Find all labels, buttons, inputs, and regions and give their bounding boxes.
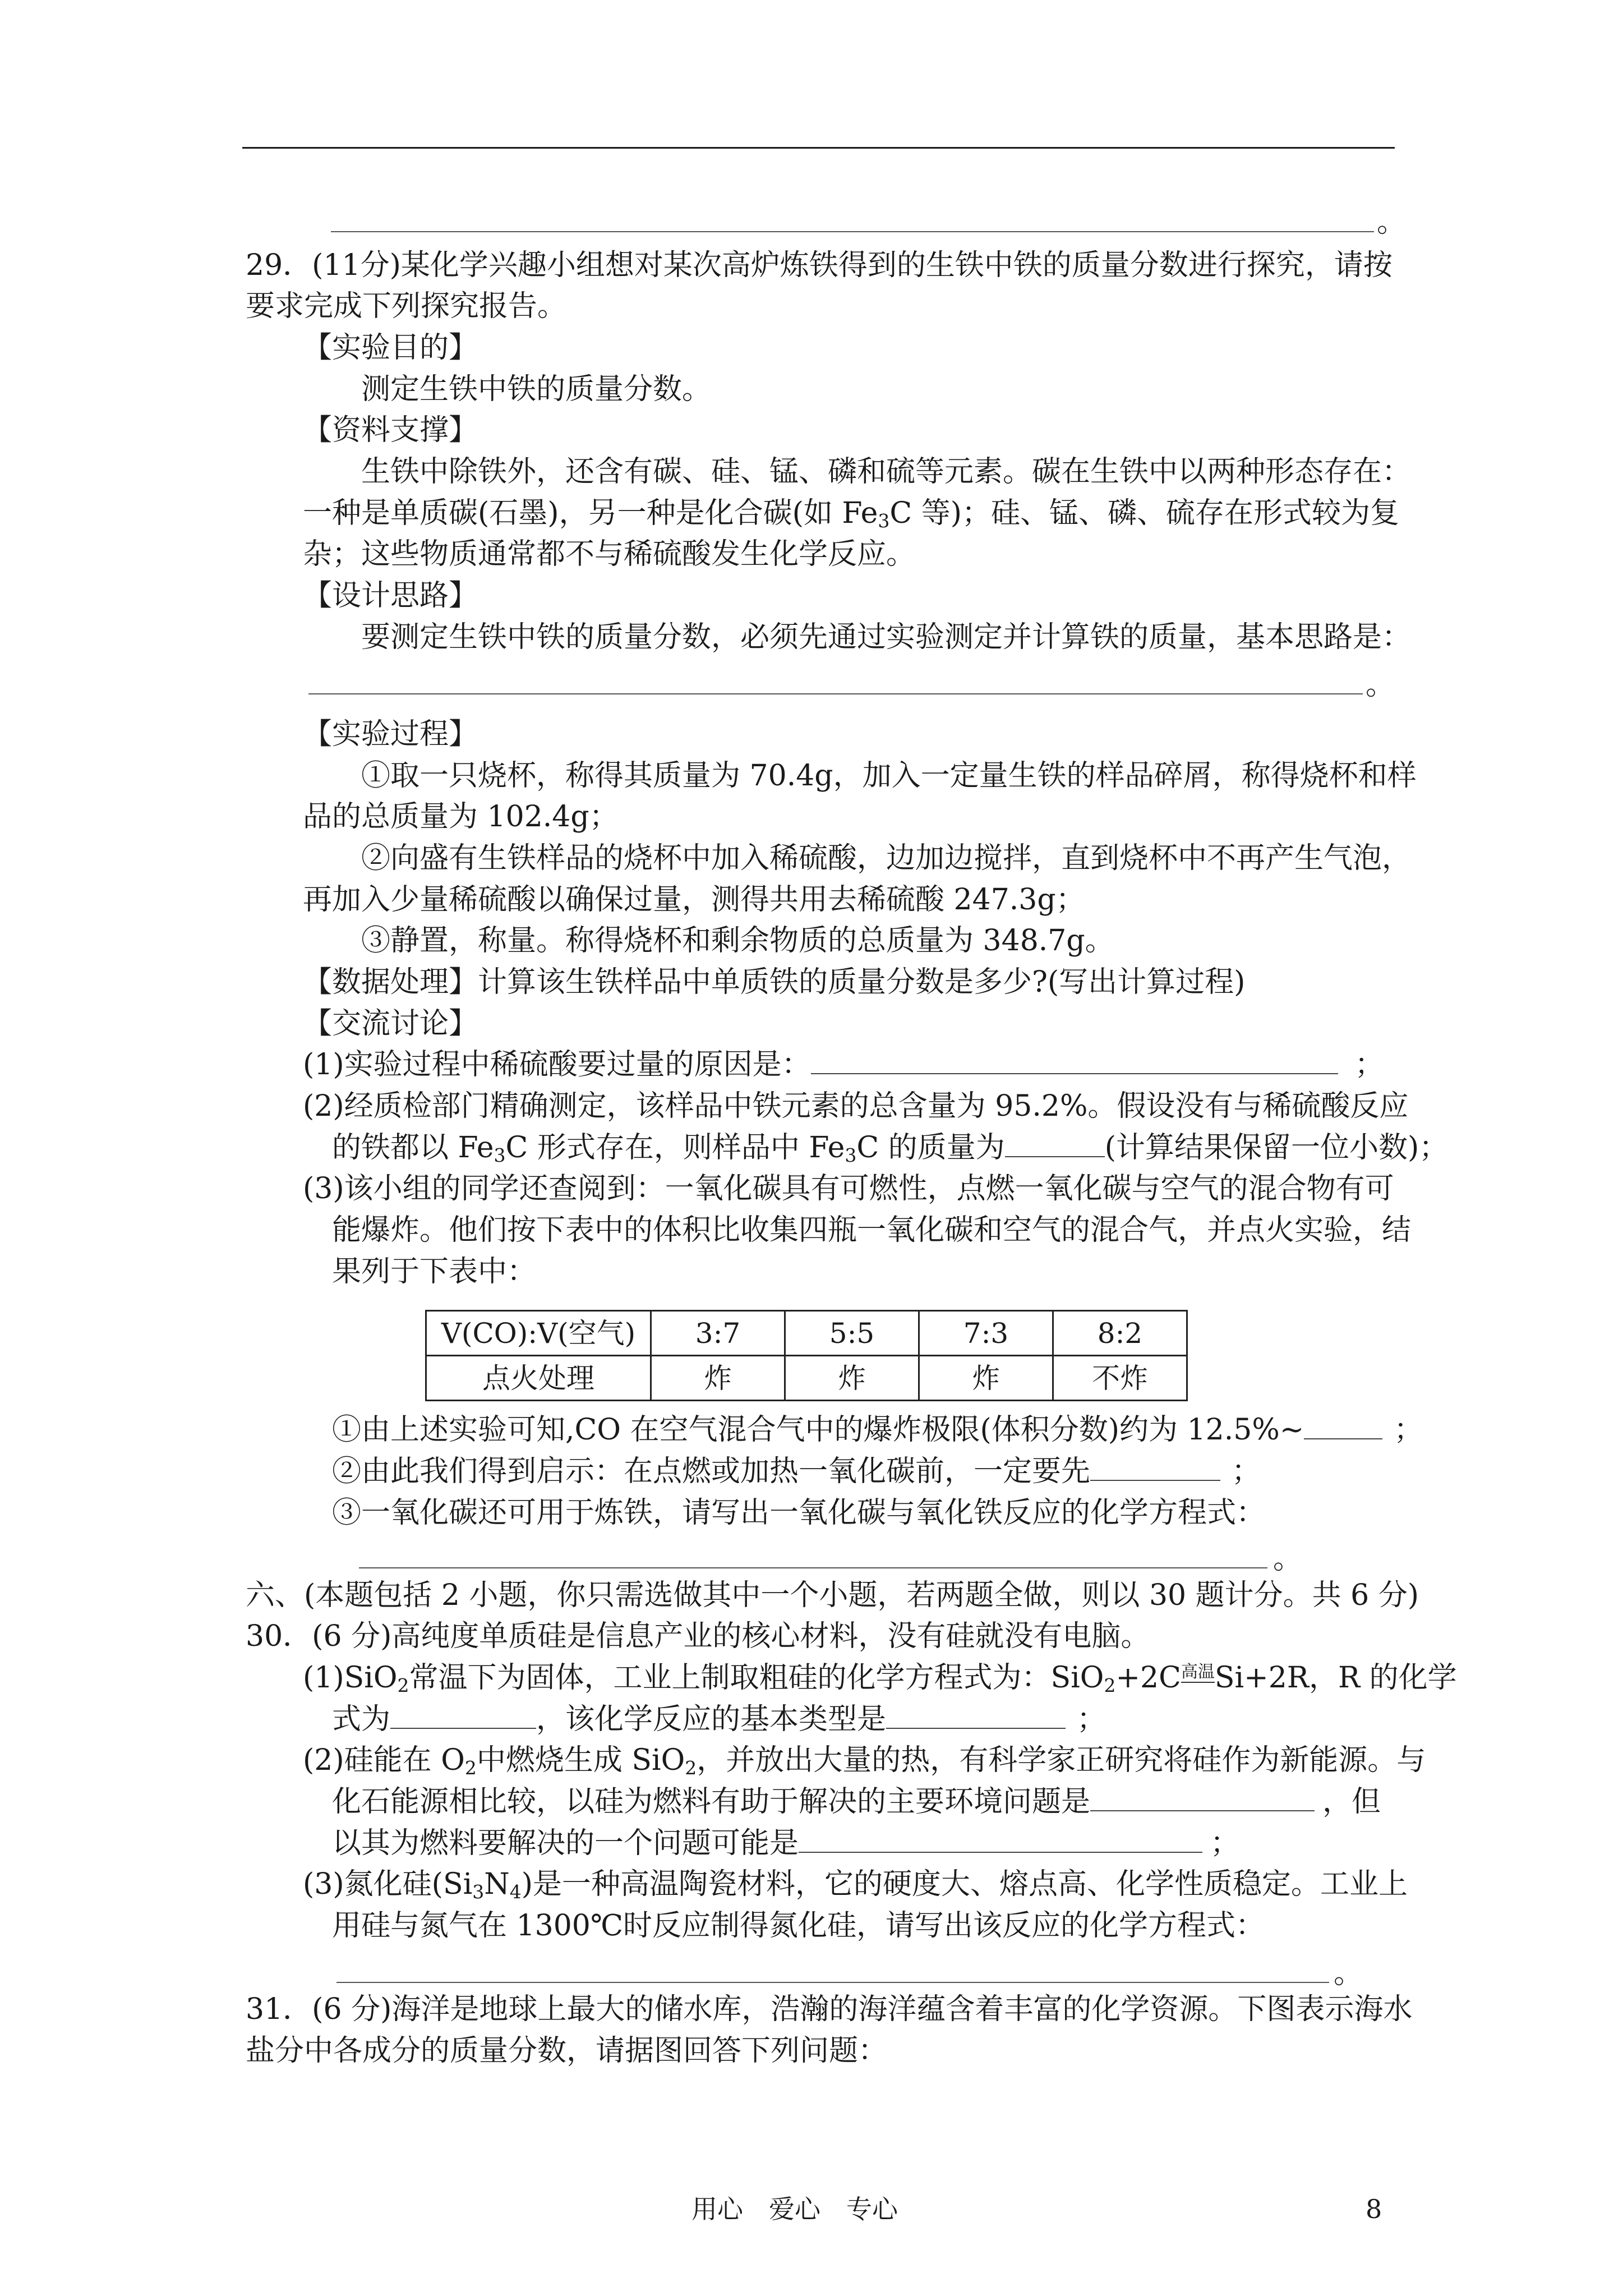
equation-answer-line[interactable] [359,1567,1267,1568]
section-6-heading: 六、(本题包括 2 小题，你只需选做其中一个小题，若两题全做，则以 30 题计分。共 6 分) [246,1579,1419,1612]
support-text-3: 杂；这些物质通常都不与稀硫酸发生化学反应。 [303,537,916,571]
table-cell: 炸 [651,1356,785,1401]
si3n4-end-mark: 。 [1334,1957,1363,1990]
design-text: 要测定生铁中铁的质量分数，必须先通过实验测定并计算铁的质量，基本思路是： [361,620,1412,654]
problem-blank[interactable] [799,1851,1202,1853]
process-heading: 【实验过程】 [303,717,478,751]
footer-motto: 用心 爱心 专心 [691,2194,898,2224]
ignition-table [425,1310,1188,1401]
process-step-3: ③静置，称量。称得烧杯和剩余物质的总质量为 348.7g。 [361,924,1114,958]
q30-part2-line3: 以其为燃料要解决的一个问题可能是 ； [332,1826,1240,1860]
environment-issue-blank[interactable] [1090,1810,1315,1811]
support-text-1: 生铁中除铁外，还含有碳、硅、锰、磷和硫等元素。碳在生铁中以两种形态存在： [361,455,1412,489]
answer-line [331,231,1374,232]
q30-part1-line1: (1)SiO$_2$常温下为固体，工业上制取粗硅的化学方程式为：$SiO_2+2C^{高温}Si+2R$，R 的化学 [303,1661,1457,1696]
table-cell: V(CO):V(空气) [426,1311,651,1356]
q29-intro-line1: 29．(11分)某化学兴趣小组想对某次高炉炼铁得到的生铁中铁的质量分数进行探究，请按 [246,249,1393,282]
conclusion-2: ②由此我们得到启示：在点燃或加热一氧化碳前，一定要先 ； [332,1455,1261,1488]
data-processing: 【数据处理】计算该生铁样品中单质铁的质量分数是多少?(写出计算过程) [303,965,1246,999]
table-cell: 3:7 [651,1311,785,1356]
purpose-heading: 【实验目的】 [303,331,478,365]
q30-intro: 30．(6 分)高纯度单质硅是信息产业的核心材料，没有硅就没有电脑。 [246,1619,1150,1653]
table-cell: 不炸 [1053,1356,1187,1401]
discuss-heading: 【交流讨论】 [303,1007,478,1041]
fe3c-mass-blank[interactable] [1005,1156,1105,1157]
q30-part3-line1: (3)氮化硅$(Si_3N_4)$是一种高温陶瓷材料，它的硬度大、熔点高、化学性质稳定。工业上 [303,1867,1408,1903]
q29-intro-line2: 要求完成下列探究报告。 [246,289,567,323]
table-cell: 炸 [919,1356,1053,1401]
reaction-condition: 高温 [1181,1662,1215,1682]
table-cell: 5:5 [785,1311,919,1356]
design-answer-line[interactable] [308,693,1363,694]
process-step-1b: 品的总质量为 102.4g； [303,800,619,834]
process-step-2b: 再加入少量稀硫酸以确保过量，测得共用去稀硫酸 247.3g； [303,883,1085,917]
support-text-2: 一种是单质碳(石墨)，另一种是化合碳(如 $Fe_3C$ 等)；硅、锰、磷、硫存在形式较为复 [303,496,1400,532]
discuss-2a: (2)经质检部门精确测定，该样品中铁元素的总含量为 95.2%。假设没有与稀硫酸反应 [303,1089,1409,1123]
q30-part2-line2: 化石能源相比较，以硅为燃料有助于解决的主要环境问题是 ，但 [332,1785,1381,1819]
discuss-3a: (3)该小组的同学还查阅到：一氧化碳具有可燃性，点燃一氧化碳与空气的混合物有可 [303,1172,1394,1205]
table-cell: 8:2 [1053,1311,1187,1356]
q30-part1-line2: 式为 ，该化学反应的基本类型是 ； [332,1703,1106,1736]
discuss-1: (1)实验过程中稀硫酸要过量的原因是： ； [303,1048,1384,1082]
explosion-limit-blank[interactable] [1304,1438,1382,1439]
table-cell: 7:3 [919,1311,1053,1356]
process-step-2a: ②向盛有生铁样品的烧杯中加入稀硫酸，边加边搅拌，直到烧杯中不再产生气泡， [361,841,1412,875]
table-cell: 炸 [785,1356,919,1401]
header-rule [242,147,1395,149]
table-row [426,1356,1187,1401]
table-cell: 点火处理 [426,1356,651,1401]
equation-end-mark: 。 [1273,1542,1303,1576]
support-heading: 【资料支撑】 [303,413,478,447]
q31-intro-line1: 31．(6 分)海洋是地球上最大的储水库，浩瀚的海洋蕴含着丰富的化学资源。下图表示海水 [246,1993,1413,2026]
process-step-1a: ①取一只烧杯，称得其质量为 70.4g，加入一定量生铁的样品碎屑，称得烧杯和样 [361,759,1417,793]
q30-part3-line2: 用硅与氮气在 1300℃时反应制得氮化硅，请写出该反应的化学方程式： [332,1909,1265,1943]
page-number: 8 [1366,2194,1382,2224]
q31-intro-line2: 盐分中各成分的质量分数，请据图回答下列问题： [246,2034,888,2068]
table-row [426,1311,1187,1356]
discuss-3c: 果列于下表中： [332,1255,537,1289]
design-heading: 【设计思路】 [303,579,478,613]
discuss-1-blank[interactable] [811,1073,1338,1074]
si3n4-equation-line[interactable] [336,1982,1329,1983]
line-end-mark: 。 [1377,205,1407,239]
design-end-mark: 。 [1366,668,1395,702]
conclusion-3: ③一氧化碳还可用于炼铁，请写出一氧化碳与氧化铁反应的化学方程式： [332,1496,1266,1530]
safety-blank[interactable] [1090,1479,1220,1481]
r-formula-blank[interactable] [390,1727,536,1729]
purpose-text: 测定生铁中铁的质量分数。 [361,372,712,406]
q30-part2-line1: (2)硅能在 $O_2$中燃烧生成 SiO$_2$，并放出大量的热，有科学家正研究将硅作为新能源。与 [303,1743,1426,1779]
conclusion-1: ①由上述实验可知,CO 在空气混合气中的爆炸极限(体积分数)约为 12.5%~ ； [332,1413,1423,1447]
discuss-2b: 的铁都以 $Fe_3C$ 形式存在，则样品中 $Fe_3C$ 的质量为 (计算结果保留一位小数)； [332,1131,1449,1166]
discuss-3b: 能爆炸。他们按下表中的体积比收集四瓶一氧化碳和空气的混合气，并点火实验，结 [332,1213,1412,1247]
reaction-type-blank[interactable] [886,1727,1066,1729]
